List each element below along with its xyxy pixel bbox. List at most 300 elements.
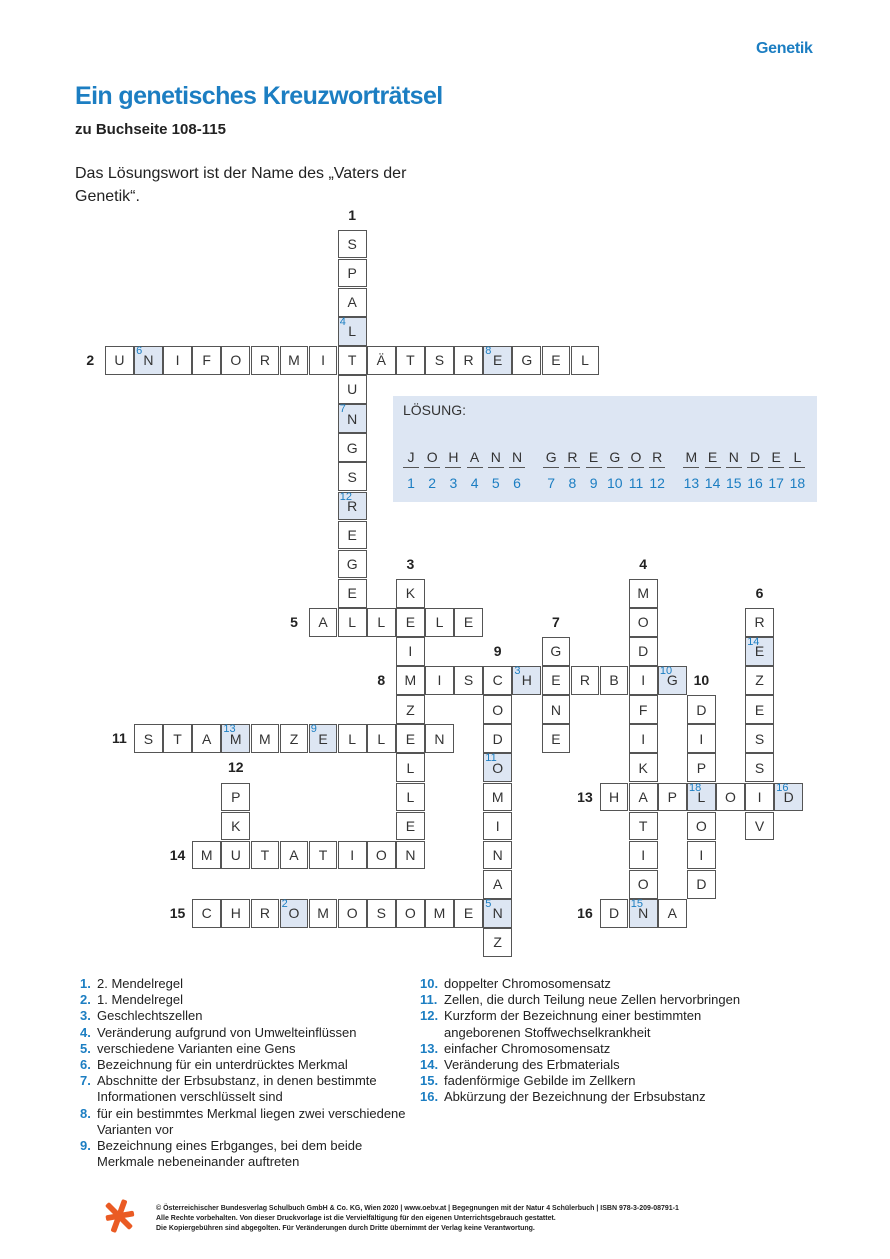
crossword-cell xyxy=(687,783,716,812)
cell-letter: O xyxy=(725,788,736,805)
solution-underline xyxy=(509,467,525,468)
crossword-cell xyxy=(163,724,192,753)
page-title: Ein genetisches Kreuzworträtsel xyxy=(75,82,443,110)
cell-letter: H xyxy=(609,788,620,805)
clue-item xyxy=(80,1008,410,1024)
clue-text: Bezeichnung für ein unterdrücktes Merkmal xyxy=(97,1057,348,1073)
crossword-cell xyxy=(600,666,629,695)
clue-number: 4. xyxy=(80,1024,91,1040)
clue-number-label: 7 xyxy=(551,613,560,630)
clue-number-label: 1 xyxy=(348,206,357,223)
crossword-cell xyxy=(338,521,367,550)
topic-label: Genetik xyxy=(756,40,813,57)
cell-letter: D xyxy=(696,876,707,893)
solution-letter: N xyxy=(490,449,501,465)
clue-item xyxy=(420,992,750,1008)
crossword-cell xyxy=(483,870,512,899)
cell-letter: G xyxy=(666,672,678,689)
cell-letter: L xyxy=(377,614,386,631)
crossword-cell xyxy=(221,841,250,870)
cell-letter: C xyxy=(201,905,212,922)
solution-number: 12 xyxy=(649,475,665,491)
footer-line-2: Alle Rechte vorbehalten. Von dieser Druckvorlage ist die Vervielfältigung für den eigenen Unterrichtsgebrauch gestattet. xyxy=(156,1215,556,1222)
crossword-cell xyxy=(251,841,280,870)
crossword-cell xyxy=(338,492,367,521)
solution-number: 3 xyxy=(449,475,458,491)
crossword-cell xyxy=(629,724,658,753)
cell-letter: N xyxy=(434,730,445,747)
crossword-cell xyxy=(745,608,774,637)
crossword-cell xyxy=(396,608,425,637)
cell-letter: F xyxy=(638,701,648,718)
crossword-cell xyxy=(687,724,716,753)
cell-letter: E xyxy=(754,701,765,718)
crossword-cell xyxy=(483,753,512,782)
solution-number: 6 xyxy=(513,475,521,491)
crossword-cell xyxy=(542,695,571,724)
crossword-cell xyxy=(338,346,367,375)
crossword-cell xyxy=(309,346,338,375)
cell-letter: M xyxy=(200,847,213,864)
crossword-cell xyxy=(192,724,221,753)
crossword-cell xyxy=(745,812,774,841)
solution-underline xyxy=(543,467,559,468)
crossword-cell xyxy=(338,375,367,404)
crossword-cell xyxy=(396,899,425,928)
clue-item xyxy=(80,1025,410,1041)
crossword-cell xyxy=(774,783,803,812)
crossword-cell xyxy=(425,899,454,928)
clue-number: 15. xyxy=(420,1073,439,1089)
crossword-cell xyxy=(338,579,367,608)
cell-letter: E xyxy=(347,526,357,543)
crossword-cell xyxy=(483,899,512,928)
solution-underline xyxy=(467,467,483,468)
cell-letter: O xyxy=(230,352,242,369)
crossword-cell xyxy=(745,724,774,753)
crossword-cell xyxy=(687,841,716,870)
solution-letter: E xyxy=(771,449,781,465)
cell-letter: I xyxy=(757,788,762,805)
cell-letter: N xyxy=(492,847,503,864)
clue-number: 3. xyxy=(80,1008,91,1024)
crossword-cell xyxy=(309,724,338,753)
solution-index-label: 4 xyxy=(339,315,346,328)
cell-letter: L xyxy=(406,759,415,776)
crossword-cell xyxy=(367,841,396,870)
crossword-cell xyxy=(687,870,716,899)
clue-item xyxy=(420,976,750,992)
clue-text: Veränderung des Erbmaterials xyxy=(444,1057,620,1073)
solution-underline xyxy=(628,467,644,468)
crossword-cell xyxy=(600,899,629,928)
solution-letter: O xyxy=(630,449,642,465)
solution-underline xyxy=(607,467,623,468)
clue-number-label: 3 xyxy=(406,555,415,572)
cell-letter: O xyxy=(492,759,504,776)
crossword-cell xyxy=(629,841,658,870)
crossword-cell xyxy=(251,724,280,753)
crossword-cell xyxy=(658,899,687,928)
cell-letter: R xyxy=(259,352,270,369)
cell-letter: N xyxy=(492,905,503,922)
cell-letter: E xyxy=(754,643,765,660)
crossword-cell xyxy=(338,404,367,433)
crossword-cell xyxy=(134,346,163,375)
crossword-cell xyxy=(280,724,309,753)
cell-letter: E xyxy=(405,614,416,631)
crossword-cell xyxy=(483,928,512,957)
solution-underline xyxy=(445,467,461,468)
solution-number: 10 xyxy=(607,475,623,491)
clue-text: Bezeichnung eines Erbganges, bei dem beide Merkmale nebeneinander auftreten xyxy=(97,1138,363,1170)
cell-letter: M xyxy=(317,905,329,922)
crossword-cell xyxy=(483,783,512,812)
cell-letter: G xyxy=(346,439,358,456)
solution-index-label: 9 xyxy=(310,723,317,736)
solution-index-label: 2 xyxy=(281,897,288,910)
solution-number: 18 xyxy=(789,475,806,491)
clue-item xyxy=(80,1041,410,1057)
cell-letter: M xyxy=(637,585,649,602)
cell-letter: D xyxy=(609,905,620,922)
cell-letter: R xyxy=(579,672,591,689)
cell-letter: Z xyxy=(406,701,415,718)
crossword-cell xyxy=(425,724,454,753)
solution-letter: O xyxy=(426,449,438,465)
solution-underline xyxy=(649,467,665,468)
cell-letter: U xyxy=(230,847,241,864)
solution-index-label: 11 xyxy=(485,752,497,765)
crossword-cell xyxy=(629,579,658,608)
solution-underline xyxy=(403,467,419,468)
crossword-cell xyxy=(571,346,600,375)
solution-underline xyxy=(424,467,440,468)
cell-letter: D xyxy=(696,701,707,718)
cell-letter: V xyxy=(754,817,765,834)
cell-letter: S xyxy=(347,468,357,485)
cell-letter: T xyxy=(347,352,357,369)
cell-letter: A xyxy=(318,614,328,631)
cell-letter: M xyxy=(288,352,300,369)
crossword-cell xyxy=(716,783,745,812)
clue-number-label: 12 xyxy=(227,759,244,776)
clue-text: 1. Mendelregel xyxy=(97,992,183,1008)
crossword-cell xyxy=(454,608,483,637)
cell-letter: E xyxy=(405,817,416,834)
crossword-cell xyxy=(629,812,658,841)
clue-item xyxy=(80,1106,410,1138)
crossword-cell xyxy=(658,783,687,812)
crossword-cell xyxy=(338,550,367,579)
clue-text: Veränderung aufgrund von Umwelteinflüssen xyxy=(97,1024,357,1040)
clue-number: 8. xyxy=(80,1105,91,1121)
cell-letter: I xyxy=(495,817,500,834)
crossword-cell xyxy=(396,724,425,753)
clue-number: 12. xyxy=(420,1008,439,1024)
crossword-cell xyxy=(629,666,658,695)
cell-letter: I xyxy=(699,847,704,864)
cell-letter: L xyxy=(697,788,706,805)
cell-letter: A xyxy=(347,294,357,311)
solution-letter: G xyxy=(545,449,557,465)
cell-letter: U xyxy=(347,381,358,398)
solution-number: 1 xyxy=(407,475,415,491)
cell-letter: N xyxy=(550,701,561,718)
cell-letter: L xyxy=(581,352,589,369)
crossword-cell xyxy=(367,608,396,637)
crossword-cell xyxy=(134,724,163,753)
crossword-cell xyxy=(745,637,774,666)
cell-letter: M xyxy=(229,730,242,747)
clue-text: Zellen, die durch Teilung neue Zellen hervorbringen xyxy=(444,992,741,1008)
solution-index-label: 10 xyxy=(659,665,673,678)
crossword-cell xyxy=(338,288,367,317)
cell-letter: S xyxy=(463,672,474,689)
clue-text: Kurzform der Bezeichnung einer bestimmten angeborenen Stoffwechselkrankheit xyxy=(444,1008,702,1040)
clue-text: Abkürzung der Bezeichnung der Erbsubstanz xyxy=(444,1089,706,1105)
solution-number: 8 xyxy=(568,475,577,491)
cell-letter: E xyxy=(551,352,561,369)
cell-letter: O xyxy=(404,905,416,922)
crossword-cell xyxy=(338,724,367,753)
clue-number-label: 4 xyxy=(639,555,648,572)
solution-number: 16 xyxy=(747,475,763,491)
crossword-cell xyxy=(512,666,541,695)
crossword-cell xyxy=(367,724,396,753)
clue-number: 11. xyxy=(420,992,438,1008)
cell-letter: R xyxy=(754,614,765,631)
clue-item xyxy=(420,1041,750,1057)
cell-letter: G xyxy=(521,352,533,369)
solution-underline xyxy=(564,467,580,468)
cell-letter: M xyxy=(491,788,504,805)
crossword-cell xyxy=(571,666,600,695)
crossword-cell xyxy=(454,346,483,375)
clue-number-label: 15 xyxy=(169,904,186,921)
cell-letter: K xyxy=(405,585,416,602)
crossword-cell xyxy=(338,230,367,259)
clue-number-label: 8 xyxy=(377,672,386,689)
footer xyxy=(156,1204,796,1234)
cell-letter: A xyxy=(638,788,648,805)
cell-letter: E xyxy=(551,672,561,689)
cell-letter: N xyxy=(405,847,416,864)
crossword-cell xyxy=(280,841,309,870)
cell-letter: T xyxy=(638,817,648,834)
solution-number: 5 xyxy=(491,475,500,491)
crossword-cell xyxy=(483,724,512,753)
cell-letter: N xyxy=(347,410,358,427)
page-subtitle: zu Buchseite 108-115 xyxy=(75,121,226,138)
cell-letter: I xyxy=(175,352,180,369)
crossword-cell xyxy=(396,841,425,870)
solution-letter: H xyxy=(448,449,459,465)
cell-letter: E xyxy=(551,730,561,747)
cell-letter: E xyxy=(318,730,328,747)
clue-text: Geschlechtszellen xyxy=(97,1008,203,1024)
cell-letter: T xyxy=(260,847,270,864)
solution-letter: N xyxy=(728,449,739,465)
crossword-cell xyxy=(542,637,571,666)
crossword-cell xyxy=(396,695,425,724)
cell-letter: L xyxy=(348,614,357,631)
cell-letter: U xyxy=(114,352,125,369)
crossword-cell xyxy=(280,899,309,928)
cell-letter: L xyxy=(348,730,357,747)
solution-letter: J xyxy=(407,449,415,465)
clue-number: 6. xyxy=(80,1057,91,1073)
cell-letter: S xyxy=(434,352,445,369)
cell-letter: O xyxy=(695,817,707,834)
solution-index-label: 16 xyxy=(776,781,789,794)
clue-list-right xyxy=(420,976,750,1106)
crossword-cell xyxy=(105,346,134,375)
cell-letter: I xyxy=(437,672,442,689)
clue-number: 10. xyxy=(420,976,439,991)
crossword-cell xyxy=(251,899,280,928)
cell-letter: O xyxy=(637,614,649,631)
crossword-cell xyxy=(600,783,629,812)
cell-letter: O xyxy=(492,701,504,718)
solution-label: LÖSUNG: xyxy=(403,402,467,418)
clue-item xyxy=(80,1073,410,1105)
solution-index-label: 5 xyxy=(485,897,492,910)
clue-item xyxy=(420,1008,750,1040)
clue-item xyxy=(420,1089,750,1105)
crossword-cell xyxy=(338,608,367,637)
cell-letter: D xyxy=(492,730,503,747)
clue-item xyxy=(80,1057,410,1073)
crossword-cell xyxy=(163,346,192,375)
cell-letter: I xyxy=(321,352,325,369)
cell-letter: P xyxy=(231,788,241,805)
crossword-cell xyxy=(512,346,541,375)
crossword-cell xyxy=(396,783,425,812)
solution-underline xyxy=(488,467,504,468)
cell-letter: O xyxy=(637,876,649,893)
solution-underline xyxy=(747,467,763,468)
cell-letter: S xyxy=(143,730,154,747)
clue-number-label: 5 xyxy=(290,613,298,630)
crossword-cell xyxy=(309,899,338,928)
cell-letter: G xyxy=(346,556,358,573)
crossword-cell xyxy=(745,783,774,812)
clue-text: fadenförmige Gebilde im Zellkern xyxy=(444,1073,636,1089)
solution-number: 17 xyxy=(768,475,784,491)
crossword-cell xyxy=(338,317,367,346)
cell-letter: Z xyxy=(289,730,299,747)
cell-letter: A xyxy=(667,905,677,922)
solution-letter: A xyxy=(469,449,480,465)
crossword-cell xyxy=(192,841,221,870)
cell-letter: E xyxy=(463,905,474,922)
crossword-cell xyxy=(338,841,367,870)
solution-letter: L xyxy=(793,449,802,465)
solution-index-label: 13 xyxy=(223,723,236,736)
solution-number: 7 xyxy=(547,475,556,491)
crossword-cell xyxy=(629,753,658,782)
crossword-cell xyxy=(483,666,512,695)
crossword-cell xyxy=(687,753,716,782)
cell-letter: L xyxy=(435,614,444,631)
solution-index-label: 3 xyxy=(514,665,521,678)
crossword-cell xyxy=(629,870,658,899)
clue-item xyxy=(420,1073,750,1089)
solution-underline xyxy=(705,467,721,468)
clue-number-label: 2 xyxy=(86,352,95,368)
clue-text: verschiedene Varianten eine Gens xyxy=(97,1040,296,1056)
crossword-cell xyxy=(658,666,687,695)
cell-letter: I xyxy=(350,847,355,864)
solution-letter: R xyxy=(567,449,578,465)
clue-number: 5. xyxy=(80,1040,91,1056)
solution-underline xyxy=(586,467,602,468)
crossword-cell xyxy=(221,783,250,812)
solution-number: 2 xyxy=(428,475,437,491)
cell-letter: D xyxy=(638,643,649,660)
crossword-cell xyxy=(280,346,309,375)
crossword-cell xyxy=(251,346,280,375)
crossword-cell xyxy=(396,637,425,666)
crossword-cell xyxy=(687,695,716,724)
crossword-cell xyxy=(745,753,774,782)
cell-letter: G xyxy=(550,643,562,660)
clue-number-label: 9 xyxy=(493,643,502,659)
clue-item xyxy=(80,976,410,992)
crossword-cell xyxy=(454,899,483,928)
crossword-cell xyxy=(396,753,425,782)
cell-letter: S xyxy=(754,759,765,776)
solution-number: 4 xyxy=(470,475,479,491)
cell-letter: I xyxy=(641,730,646,747)
cell-letter: O xyxy=(375,847,387,864)
solution-index-label: 18 xyxy=(689,781,702,794)
solution-letter: M xyxy=(685,449,698,465)
cell-letter: K xyxy=(638,759,648,776)
intro-text: Das Lösungswort ist der Name des „Vaters der Genetik“. xyxy=(75,165,407,205)
cell-letter: P xyxy=(347,265,357,282)
cell-letter: R xyxy=(463,352,474,369)
cell-letter: E xyxy=(493,352,503,369)
footer-line-1: © Österreichischer Bundesverlag Schulbuch GmbH & Co. KG, Wien 2020 | www.oebv.at | Begegnungen mit der Natur 4 Schülerbuch | ISBN 978-3-209-08791-1 xyxy=(156,1205,679,1212)
solution-number: 14 xyxy=(704,475,721,491)
clue-item xyxy=(80,1138,410,1170)
clue-text: doppelter Chromosomensatz xyxy=(444,976,611,991)
clue-number-label: 13 xyxy=(577,788,593,805)
cell-letter: P xyxy=(667,788,677,805)
crossword-cell xyxy=(396,812,425,841)
solution-index-label: 12 xyxy=(339,490,353,503)
cell-letter: L xyxy=(406,788,415,805)
cell-letter: M xyxy=(433,905,446,922)
cell-letter: E xyxy=(405,730,416,747)
solution-letter: E xyxy=(707,449,718,465)
crossword-cell xyxy=(221,812,250,841)
solution-letter: E xyxy=(588,449,599,465)
solution-number: 9 xyxy=(589,475,598,491)
cell-letter: R xyxy=(347,497,358,514)
clue-number: 1. xyxy=(80,976,91,991)
cell-letter: I xyxy=(699,730,704,747)
solution-box xyxy=(393,396,817,502)
cell-letter: A xyxy=(202,730,212,747)
cell-letter: F xyxy=(202,352,211,369)
cell-letter: P xyxy=(696,759,707,776)
crossword-cell xyxy=(425,346,454,375)
cell-letter: T xyxy=(173,730,182,747)
clue-number: 9. xyxy=(80,1138,91,1154)
